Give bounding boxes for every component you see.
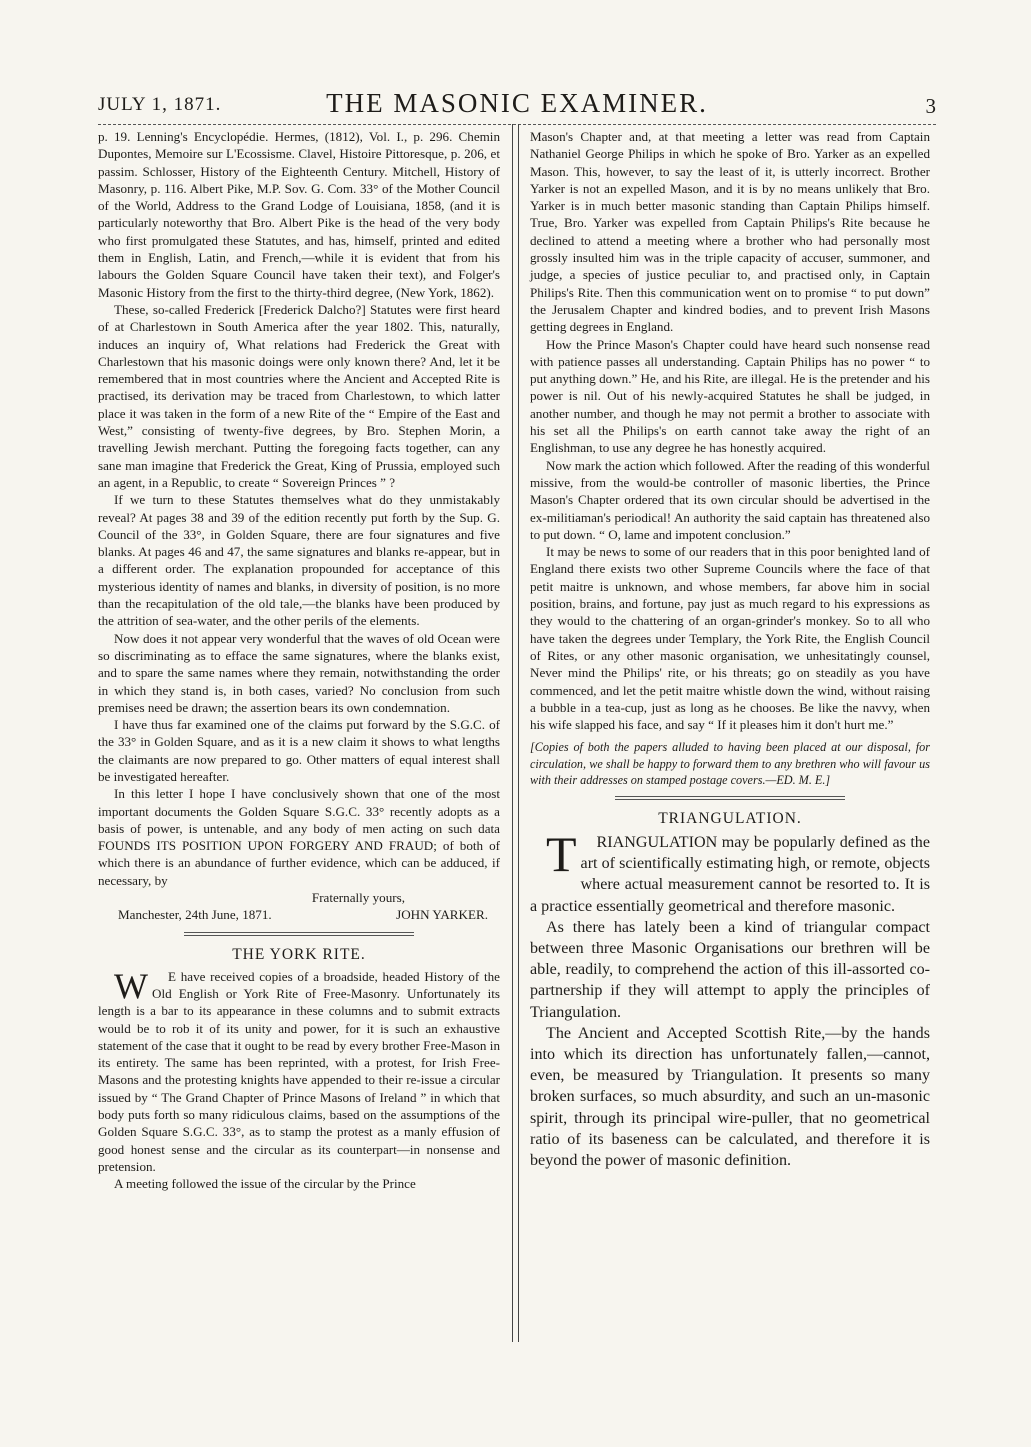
left-column <box>98 128 500 1193</box>
letter-signature: JOHN YARKER. <box>396 907 488 923</box>
section-rule <box>615 796 845 800</box>
paragraph-text: RIANGULATION may be popularly defined as the art of scientifically estimating high, or remote, objects where actual measurement cannot be resorted to. It is a practice essentially geometrical and therefore masonic. <box>530 834 930 915</box>
article-paragraph: In this letter I hope I have conclusively shown that one of the most important documents the Golden Square S.G.C. 33° recently adopts as a basis of power, is untenable, and any body of men acting on such data FOUNDS ITS POSITION UPON FORGERY AND FRAUD; of both of which there is an abundance of further evidence, which can be adduced, if necessary, by <box>98 786 500 888</box>
york-rite-heading: THE YORK RITE. <box>232 945 366 963</box>
article-paragraph: How the Prince Mason's Chapter could have heard such nonsense read with patience passes all understanding. Captain Philips has no power “ to put anything down.” He, and his Rite, are illegal. He is the pretender and his power is nil. Out of his newly-acquired Statutes he shall be judged, in another number, and though he may not permit a brother to associate with his set all the Philips's on earth cannot take away the right of an Englishman, to use any degree he has honestly acquired. <box>530 336 930 456</box>
section-rule <box>184 932 414 936</box>
article-paragraph: p. 19. Lenning's Encyclopédie. Hermes, (1812), Vol. I., p. 296. Chemin Dupontes, Memoire sur L'Ecossisme. Clavel, Histoire Pittoresque, p. 206, et passim. Schlosser, History of the Eighteenth Century. Mitchell, History of Masonry, p. 116. Albert Pike, M.P. Sov. G. Com. 33° of the Mother Council of the World, Address to the Grand Lodge of Louisiana, 1858, (and it is particularly noteworthy that Bro. Albert Pike is the head of the very body who first promulgated these Statutes, and has, himself, printed and edited them in English, Latin, and French,—while it is evident that from his labours the Golden Square Council have taken their text), and Folger's Masonic History from the first to the thirty-third degree, (New York, 1862). <box>98 129 500 300</box>
triangulation-article <box>530 826 930 1171</box>
article-paragraph: Now does it not appear very wonderful that the waves of old Ocean were so discriminating as to efface the same signatures, where the blanks exist, and to spare the same names where they remain, notwithstanding the order in which they stand is, in both cases, varied? No conclusion from such premises need be drawn; the assertion bears its own condemnation. <box>98 630 500 715</box>
triangulation-heading: TRIANGULATION. <box>658 810 802 827</box>
editor-note <box>530 739 930 788</box>
paragraph-text: E have received copies of a broadside, headed History of the Old English or York Rite of Free-Masonry. Unfortunately its length is a bar to its appearance in these columns and to submit extracts would be to rob it of its unity and power, for it is such an exhaustive statement of the case that it ought to be read by every brother Free-Mason in its entirety. The same has been reprinted, with a protest, for Irish Free-Masons and the protesting knights have appended to their re-issue a circular issued by “ The Grand Chapter of Prince Masons of Ireland ” in which that body puts forth so many ridiculous claims, based on the assumptions of the Golden Square S.G.C. 33°, as to stamp the protest as a manly effusion of good honest sense and the circular as its counterpart—in nonsense and pretension. <box>98 968 500 1174</box>
closing-salutation: Fraternally yours, <box>311 890 405 906</box>
issue-date: JULY 1, 1871. <box>98 94 222 115</box>
article-paragraph: If we turn to these Statutes themselves what do they unmistakably reveal? At pages 38 and 39 of the edition recently put forth by the Sup. G. Council of the 33°, in Golden Square, there are four signatures and five blanks. At pages 46 and 47, the same signatures and blanks re-appear, but in a different order. The explanation propounded for acceptance of this mysterious identity of names and blanks, in diversity of position, is no more than the recapitulation of the old tale,—the blanks have been produced by the attrition of sea-water, and the other perils of the elements. <box>98 492 500 629</box>
article-paragraph: Mason's Chapter and, at that meeting a letter was read from Captain Nathaniel George Philips in which he spoke of Bro. Yarker as an expelled Mason. This, however, to say the least of it, is utterly incorrect. Brother Yarker is not an expelled Mason, and it is by no means unlikely that Bro. Yarker is in much better masonic standing than Captain Philips himself. True, Bro. Yarker was expelled from Captain Philips's Rite because he declined to attend a meeting where a brother who had personally most grossly insulted him was in the triple capacity of accuser, summoner, and judge, a species of justice peculiar to, and practised only, in Captain Philips's Rite. Then this communication went on to promise “ to put down” the Jerusalem Chapter and kindred bodies, and to prevent Irish Masons getting degrees in England. <box>530 129 930 335</box>
right-column <box>530 128 930 1171</box>
column-divider <box>512 124 519 1342</box>
article-paragraph: I have thus far examined one of the claims put forward by the S.G.C. of the 33° in Golden Square, and as it is a new claim it shows to what lengths the claimants are now prepared to go. Other matters of equal interest shall be investigated hereafter. <box>98 717 500 784</box>
drop-cap: T <box>546 826 577 882</box>
letter-signoff <box>98 889 500 924</box>
editor-note-text: [Copies of both the papers alluded to having been placed at our disposal, for circulation, we shall be happy to forward them to any brethren who will favour us with their addresses on stamped postage covers.—ED. M. E.] <box>530 740 930 787</box>
article-paragraph <box>530 826 930 917</box>
newspaper-title: THE MASONIC EXAMINER. <box>326 88 708 118</box>
article-paragraph: As there has lately been a kind of triangular compact between three Masonic Organisations our brethren will be able, readily, to comprehend the action of this ill-assorted co-partnership if they will attempt to apply the principles of Triangulation. <box>530 918 930 1021</box>
article-paragraph: The Ancient and Accepted Scottish Rite,—by the hands into which its direction has unfortunately fallen,—cannot, even, be measured by Triangulation. It presents so many broken surfaces, so much absurdity, and such an un-masonic spirit, through its principal wire-puller, that no geometrical ratio of its baseness can be calculated, and therefore it is beyond the power of masonic definition. <box>530 1024 930 1170</box>
drop-cap: W <box>114 965 148 1006</box>
article-paragraph: Now mark the action which followed. After the reading of this wonderful missive, from the would-be controller of masonic liberties, the Prince Mason's Chapter ordered that its own circular should be advertised in the ex-militiaman's periodical! An authority the said captain has threatened also to put down. “ O, lame and impotent conclusion.” <box>530 457 930 542</box>
letter-place-date: Manchester, 24th June, 1871. <box>118 907 272 923</box>
article-paragraph: It may be news to some of our readers that in this poor benighted land of England there exists two other Supreme Councils where the face of that petit maitre is unknown, and whose members, far above him in social position, brains, and fortune, pay just as much regard to his expressions as they would to the chattering of an organ-grinder's monkey. So to all who have taken the degrees under Templary, the York Rite, the English Council of Rites, or any other masonic organisation, we unhesitatingly counsel, Never mind the Philips' rite, or his threats; go on steadily as you have commenced, and let the petit maitre whistle down the wind, without raising a bubble in a tea-cup, just as long as he chooses. Be like the navvy, when his wife slapped his face, and say “ If it pleases him it don't hurt me.” <box>530 544 930 733</box>
masthead <box>98 88 936 124</box>
article-paragraph <box>98 965 500 1176</box>
article-paragraph: These, so-called Frederick [Frederick Dalcho?] Statutes were first heard of at Charlestown in South America after the year 1802. This, naturally, induces an inquiry of, What relations had Frederick the Great with Charlestown that his masonic doings were only known there? And, let it be remembered that in most countries where the Ancient and Accepted Rite is practised, its derivation may be traced from Charlestown, to which latter place it was taken in the form of a new Rite of the “ Empire of the East and West,” consisting of twenty-five degrees, by Bro. Stephen Morin, a travelling Jewish merchant. Putting the foregoing facts together, can any sane man imagine that Frederick the Great, King of Prussia, employed such an agent, in a Republic, to create “ Sovereign Princes ” ? <box>98 301 500 490</box>
article-paragraph: A meeting followed the issue of the circular by the Prince <box>114 1176 416 1192</box>
page-number: 3 <box>925 94 936 118</box>
